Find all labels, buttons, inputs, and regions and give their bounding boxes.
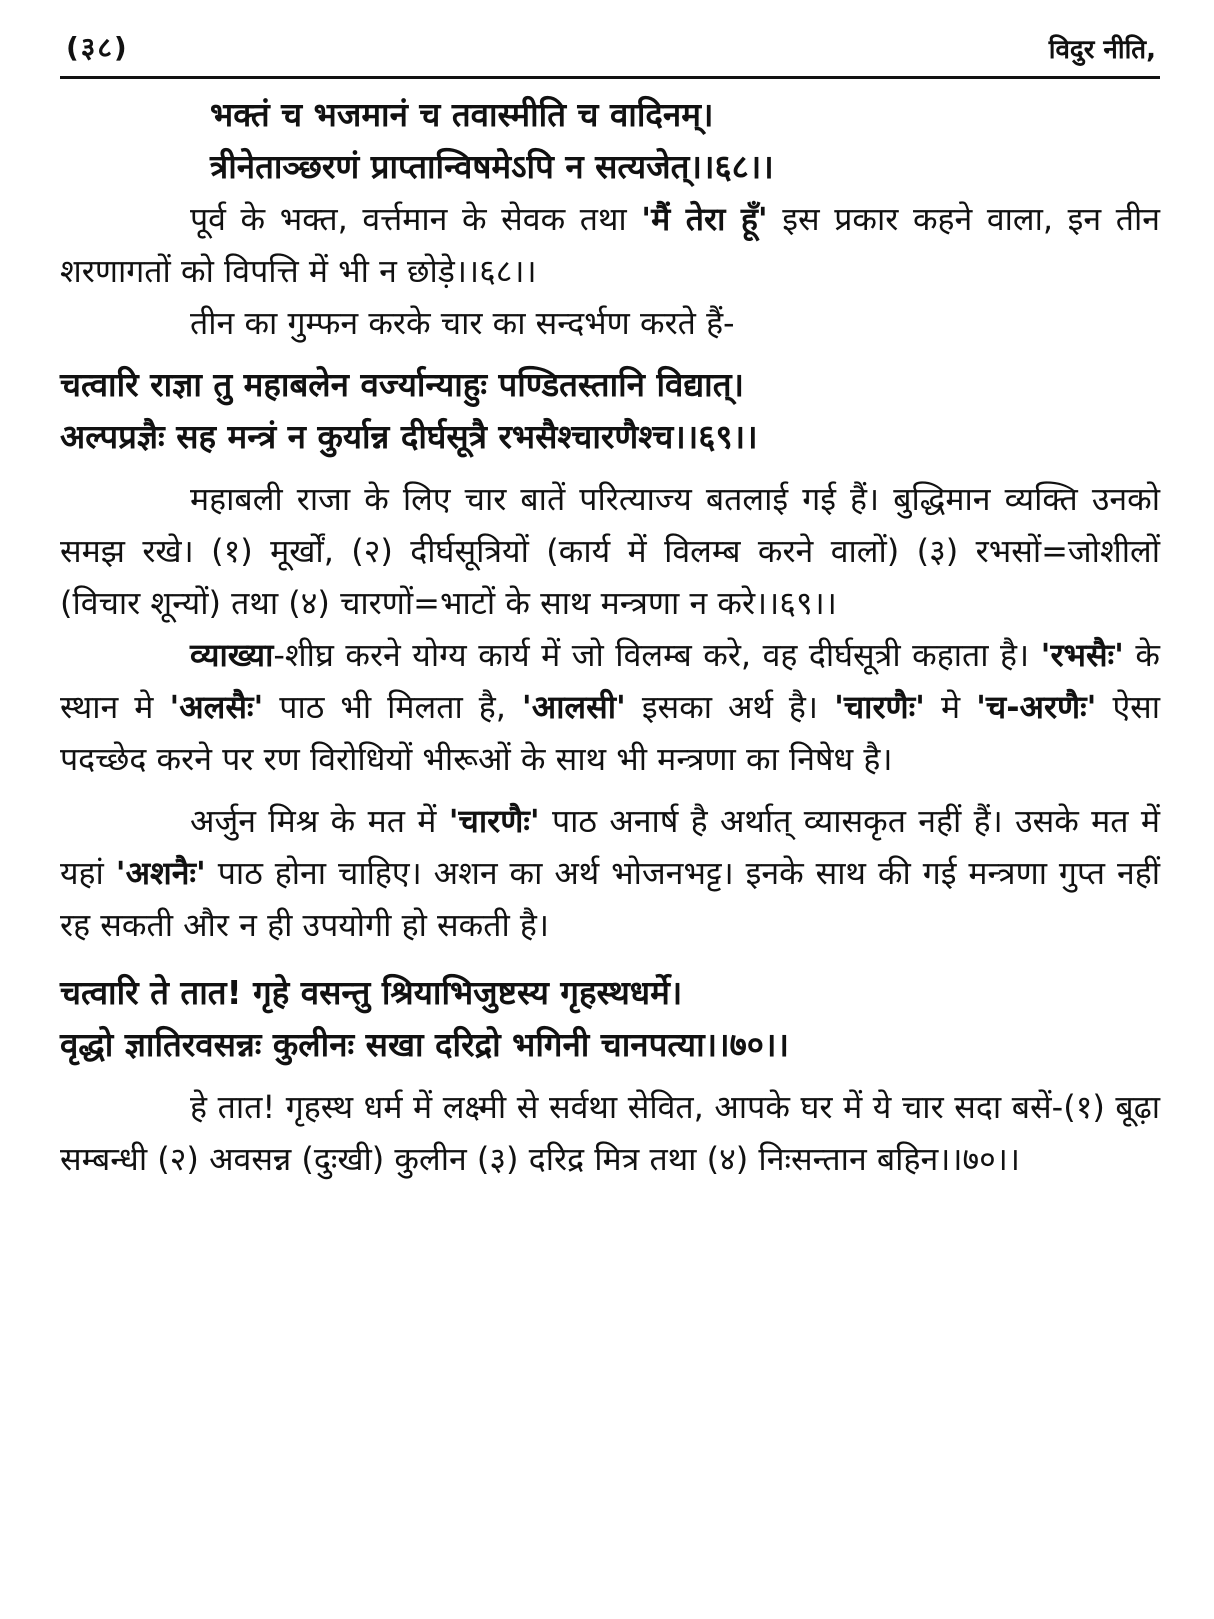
vyakhya-term-1: 'रभसैः' bbox=[1040, 636, 1124, 674]
vyakhya-term-5: 'च-अरणैः' bbox=[976, 688, 1097, 726]
translation-69 bbox=[60, 473, 1160, 629]
arjun-term-2: 'अशनैः' bbox=[115, 854, 206, 892]
translation-70 bbox=[60, 1081, 1160, 1185]
transition-text: तीन का गुम्फन करके चार का सन्दर्भण करते हैं- bbox=[190, 304, 735, 342]
translation-68-text-2: इस प्रकार कहने वाला, इन तीन शरणागतों को विपत्ति में भी न छोड़े।।६८।। bbox=[60, 200, 1161, 290]
vyakhya-term-4: 'चारणैः' bbox=[834, 688, 925, 726]
translation-68-quote: 'मैं तेरा हूँ' bbox=[641, 200, 768, 238]
translation-68 bbox=[60, 193, 1160, 297]
verse-70-line-2: वृद्धो ज्ञातिरवसन्नः कुलीनः सखा दरिद्रो भगिनी चानपत्या।।७०।। bbox=[60, 1025, 789, 1064]
transition-line bbox=[60, 297, 1160, 349]
vyakhya-text-1: -शीघ्र करने योग्य कार्य में जो विलम्ब करे, वह दीर्घसूत्री कहाता है। bbox=[273, 636, 1030, 674]
arjun-text-2: पाठ अनार्ष है अर्थात् व्यासकृत नहीं हैं। उसके मत में यहां bbox=[60, 802, 1161, 892]
book-page bbox=[60, 28, 1160, 1185]
page-header bbox=[60, 28, 1160, 79]
verse-69-line-1: चत्वारि राज्ञा तु महाबलेन वर्ज्यान्याहुः पण्डितस्तानि विद्यात्। bbox=[60, 365, 745, 404]
translation-68-text-1: पूर्व के भक्त, वर्त्तमान के सेवक तथा bbox=[190, 200, 627, 238]
arjun-text-1: अर्जुन मिश्र के मत में bbox=[190, 802, 437, 840]
vyakhya-paragraph bbox=[60, 629, 1160, 785]
vyakhya-text-4: इसका अर्थ है। bbox=[641, 688, 819, 726]
arjun-term-1: 'चारणैः' bbox=[448, 802, 540, 840]
verse-69 bbox=[60, 359, 1160, 463]
vyakhya-term-3: 'आलसी' bbox=[521, 688, 626, 726]
verse-68-line-2: त्रीनेताञ्छरणं प्राप्तान्विषमेऽपि न सत्यजेत्।।६८।। bbox=[210, 147, 774, 186]
verse-68-line-1: भक्तं च भजमानं च तवास्मीति च वादिनम्। bbox=[210, 95, 714, 134]
vyakhya-text-2: के स्थान मे bbox=[60, 636, 1160, 726]
arjun-paragraph bbox=[60, 795, 1160, 951]
verse-70-line-1: चत्वारि ते तात! गृहे वसन्तु श्रियाभिजुष्टस्य गृहस्थधर्मे। bbox=[60, 973, 683, 1012]
translation-69-text: महाबली राजा के लिए चार बातें परित्याज्य बतलाई गई हैं। बुद्धिमान व्यक्ति उनको समझ रखे। (१) मूर्खों, (२) दीर्घसूत्रियों (कार्य में विलम्ब करने वालों) (३) रभसों=जोशीलों (विचार शून्यों) तथा (४) चारणों=भाटों के साथ मन्त्रणा न करे।।६९।। bbox=[60, 480, 1160, 622]
verse-70 bbox=[60, 967, 1160, 1071]
vyakhya-text-3: पाठ भी मिलता है, bbox=[279, 688, 506, 726]
verse-69-line-2: अल्पप्रज्ञैः सह मन्त्रं न कुर्यान्न दीर्घसूत्रै रभसैश्चारणैश्च।।६९।। bbox=[60, 417, 758, 456]
vyakhya-text-5: मे bbox=[940, 688, 961, 726]
verse-68 bbox=[60, 89, 1160, 193]
arjun-text-3: पाठ होना चाहिए। अशन का अर्थ भोजनभट्ट। इनके साथ की गई मन्त्रणा गुप्त नहीं रह सकती और न ही उपयोगी हो सकती है। bbox=[60, 854, 1161, 944]
vyakhya-text-6: ऐसा पदच्छेद करने पर रण विरोधियों भीरूओं के साथ भी मन्त्रणा का निषेध है। bbox=[60, 688, 1161, 778]
running-title: विदुर नीति, bbox=[1048, 35, 1156, 65]
page-number: (३८) bbox=[66, 31, 129, 64]
vyakhya-label: व्याख्या bbox=[190, 636, 274, 674]
translation-70-text: हे तात! गृहस्थ धर्म में लक्ष्मी से सर्वथा सेवित, आपके घर में ये चार सदा बसें-(१) बूढ़ा सम्बन्धी (२) अवसन्न (दुःखी) कुलीन (३) दरिद्र मित्र तथा (४) निःसन्तान बहिन।।७०।। bbox=[60, 1088, 1160, 1178]
vyakhya-term-2: 'अलसैः' bbox=[169, 688, 264, 726]
